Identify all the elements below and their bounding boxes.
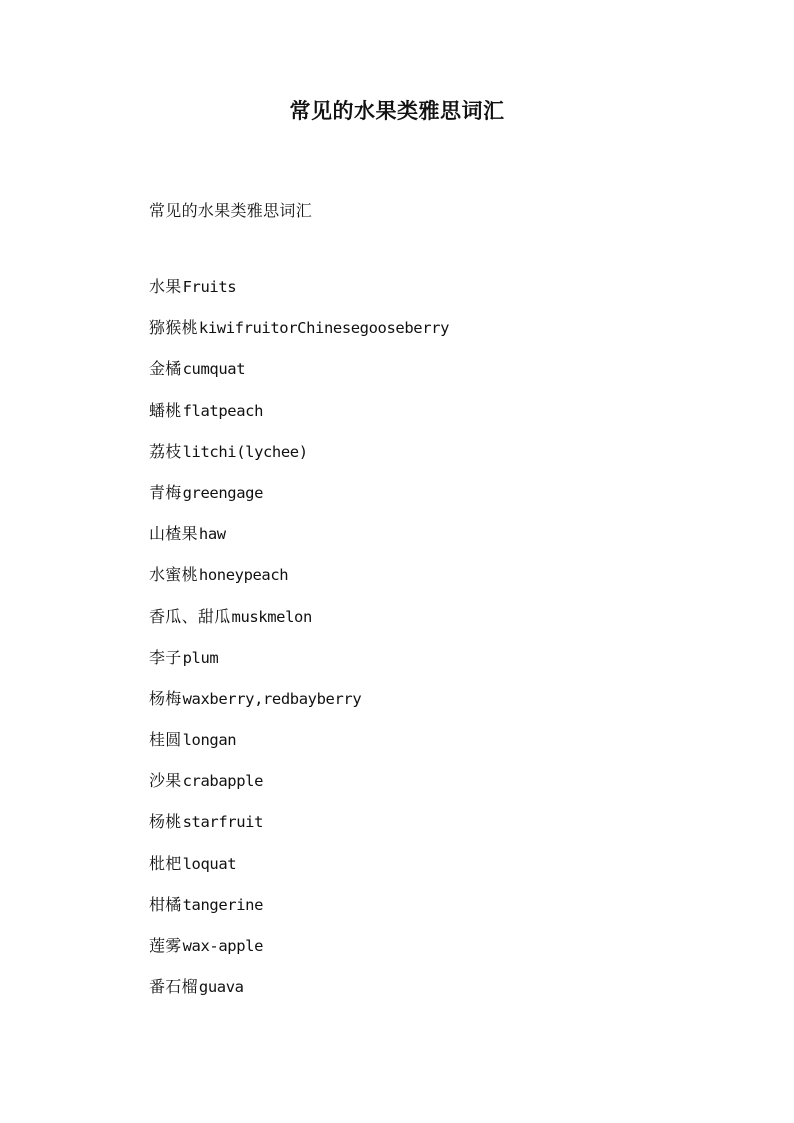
vocab-chinese: 沙果 (149, 771, 182, 791)
vocab-item (149, 604, 449, 645)
vocab-list (149, 274, 449, 1015)
vocab-english: litchi(lychee) (182, 442, 308, 461)
vocab-english: tangerine (182, 895, 263, 914)
vocab-chinese: 杨桃 (149, 812, 182, 832)
vocab-item (149, 562, 449, 603)
vocab-item (149, 686, 449, 727)
vocab-item (149, 768, 449, 809)
page-title: 常见的水果类雅思词汇 (289, 98, 505, 123)
vocab-english: waxberry,redbayberry (182, 689, 362, 708)
vocab-english: wax-apple (182, 937, 263, 955)
vocab-item (149, 727, 449, 768)
vocab-chinese: 莲雾 (149, 936, 182, 955)
vocab-item (149, 974, 449, 1015)
vocab-chinese: 香瓜、甜瓜 (149, 606, 231, 626)
vocab-english: guava (198, 978, 244, 997)
vocab-chinese: 桂圆 (149, 730, 182, 750)
vocab-english: Fruits (182, 278, 237, 296)
vocab-chinese: 山楂果 (149, 524, 198, 544)
vocab-item (149, 439, 449, 480)
vocab-english: plum (182, 648, 219, 667)
vocab-english: longan (182, 731, 237, 750)
vocab-item (149, 398, 449, 439)
vocab-english: haw (198, 525, 226, 544)
vocab-chinese: 水蜜桃 (149, 565, 198, 585)
vocab-chinese: 蟠桃 (149, 400, 182, 420)
vocab-english: flatpeach (182, 401, 263, 420)
vocab-english: crabapple (182, 772, 263, 791)
vocab-chinese: 柑橘 (149, 894, 182, 914)
vocab-chinese: 番石榴 (149, 977, 198, 997)
vocab-item (149, 645, 449, 686)
vocab-chinese: 金橘 (149, 359, 182, 379)
vocab-english: starfruit (182, 813, 263, 832)
vocab-chinese: 杨梅 (149, 688, 182, 708)
vocab-item (149, 356, 449, 397)
vocab-english: cumquat (182, 360, 246, 379)
vocab-chinese: 荔枝 (149, 441, 182, 461)
vocab-item (149, 851, 449, 892)
vocab-item (149, 809, 449, 850)
vocab-chinese: 枇杷 (149, 853, 182, 873)
vocab-chinese: 猕猴桃 (149, 318, 198, 338)
vocab-item (149, 315, 449, 356)
doc-subtitle: 常见的水果类雅思词汇 (149, 201, 313, 220)
vocab-english: kiwifruitorChinesegooseberry (198, 319, 449, 338)
vocab-item (149, 480, 449, 521)
vocab-english: honeypeach (198, 566, 289, 585)
vocab-item (149, 274, 449, 315)
vocab-chinese: 李子 (149, 647, 182, 667)
vocab-chinese: 水果 (149, 277, 182, 296)
vocab-item (149, 521, 449, 562)
vocab-english: greengage (182, 483, 263, 502)
vocab-english: muskmelon (231, 607, 312, 626)
vocab-chinese: 青梅 (149, 482, 182, 502)
vocab-item (149, 892, 449, 933)
vocab-english: loquat (182, 854, 237, 873)
vocab-item (149, 933, 449, 974)
